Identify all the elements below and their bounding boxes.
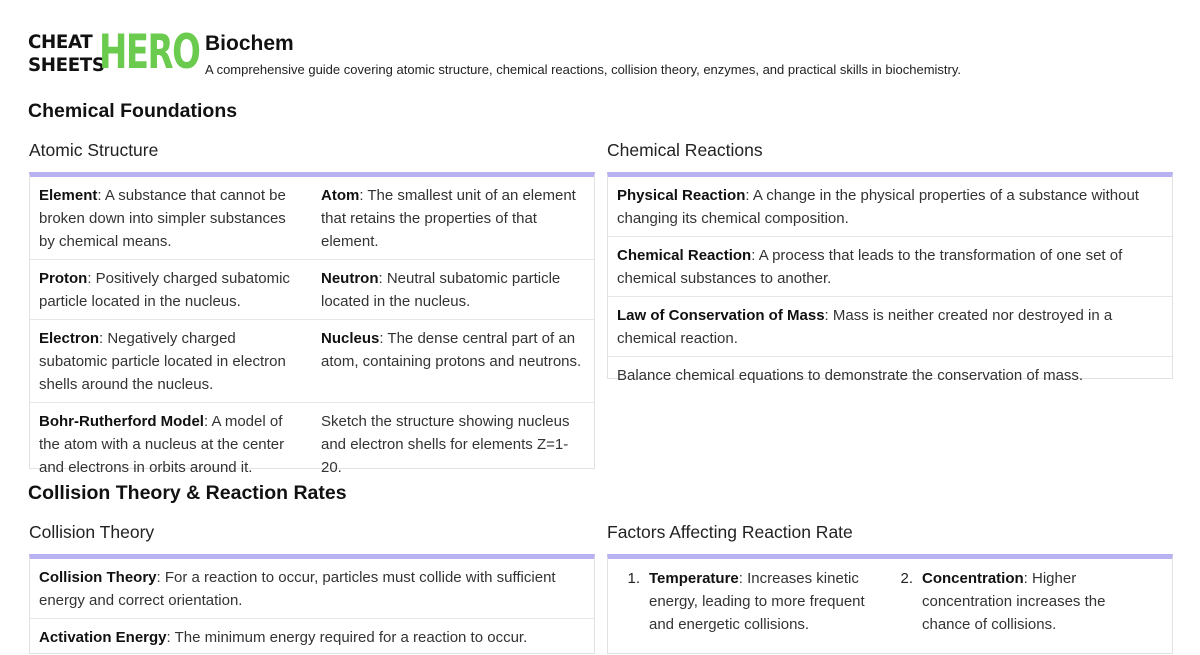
definition-activation-energy: Activation Energy: The minimum energy required for a reaction to occur. (39, 629, 528, 646)
definition-electron: Electron: Negatively charged subatomic particle located in electron shells around the nucleus. (39, 330, 286, 393)
section-heading-chemical-foundations: Chemical Foundations (28, 100, 238, 122)
definition-nucleus: Nucleus: The dense central part of an atom, containing protons and neutrons. (321, 330, 582, 370)
definition-bohr-rutherford: Bohr-Rutherford Model: A model of the atom with a nucleus at the center and electrons in orbits around it. (39, 413, 285, 476)
factors-card (607, 554, 1173, 654)
card-title-atomic-structure: Atomic Structure (29, 140, 159, 160)
table-row (30, 403, 594, 485)
factors-list (608, 559, 1172, 636)
note-sketch-structure: Sketch the structure showing nucleus and electron shells for elements Z=1-20. (321, 413, 570, 476)
table-row (30, 260, 594, 320)
list-number: 2. (900, 570, 913, 587)
logo-hero: HERO (99, 25, 200, 80)
table-row (30, 177, 594, 260)
note-balance-equations: Balance chemical equations to demonstrate the conservation of mass. (617, 367, 1084, 384)
page-subtitle: A comprehensive guide covering atomic structure, chemical reactions, collision theory, enzymes, and practical skills in biochemistry. (205, 62, 962, 77)
definition-proton: Proton: Positively charged subatomic particle located in the nucleus. (39, 270, 290, 310)
factor-temperature: Temperature: Increases kinetic energy, leading to more frequent and energetic collisions. (649, 570, 865, 633)
cheatsheets-hero-logo[interactable] (28, 25, 200, 80)
list-item (890, 567, 1163, 636)
table-row (30, 320, 594, 403)
card-title-factors-reaction-rate: Factors Affecting Reaction Rate (607, 522, 853, 542)
definition-chemical-reaction: Chemical Reaction: A process that leads to the transformation of one set of chemical substances to another. (608, 237, 1172, 297)
definition-element: Element: A substance that cannot be broken down into simpler substances by chemical means. (39, 187, 286, 250)
card-title-collision-theory: Collision Theory (29, 522, 155, 542)
page-title: Biochem (205, 32, 294, 55)
definition-neutron: Neutron: Neutral subatomic particle located in the nucleus. (321, 270, 561, 310)
collision-theory-card (29, 554, 595, 654)
card-title-chemical-reactions: Chemical Reactions (607, 140, 763, 160)
definition-atom: Atom: The smallest unit of an element that retains the properties of that element. (321, 187, 576, 250)
logo-line-1: CHEAT (28, 31, 93, 53)
definition-physical-reaction: Physical Reaction: A change in the physical properties of a substance without changing its chemical composition. (608, 177, 1172, 237)
factor-concentration: Concentration: Higher concentration increases the chance of collisions. (922, 570, 1106, 633)
definition-conservation-of-mass: Law of Conservation of Mass: Mass is neither created nor destroyed in a chemical reaction. (608, 297, 1172, 357)
section-heading-collision-theory: Collision Theory & Reaction Rates (28, 482, 347, 504)
logo-line-2: SHEETS (28, 54, 105, 76)
chemical-reactions-card (607, 172, 1173, 384)
logo-wordmark-left (28, 31, 105, 77)
atomic-structure-card (29, 172, 595, 476)
definition-collision-theory: Collision Theory: For a reaction to occur, particles must collide with sufficient energy and correct orientation. (30, 559, 594, 619)
list-item (617, 567, 890, 636)
list-number: 1. (627, 570, 640, 587)
